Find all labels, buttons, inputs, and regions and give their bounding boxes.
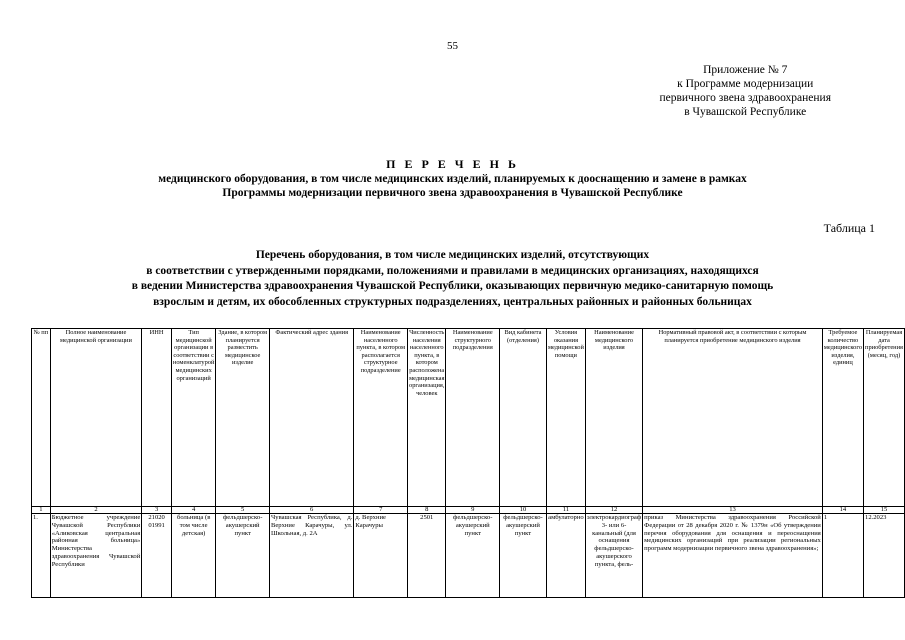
table-header-row <box>32 329 905 507</box>
cell-subdivision: фельдшерско-акушерский пункт <box>446 514 500 598</box>
column-number: 5 <box>216 507 270 514</box>
header-cell: Планируемая дата приобретения (месяц, год) <box>864 329 905 507</box>
column-number: 1 <box>32 507 51 514</box>
column-number: 7 <box>354 507 408 514</box>
page-number: 55 <box>447 40 458 52</box>
cell-legal-act: приказ Министерства здравоохранения Российской Федерации от 28 декабря 2020 г. № 1379н «Об утверждении перечня оборудования для оснащения и переоснащения медицинских организаций при реализации региональных программ модернизации первичного звена здравоохранения»; <box>643 514 823 598</box>
subtitle-line-2: Программы модернизации первичного звена здравоохранения в Чувашской Республике <box>222 187 683 199</box>
header-cell: Здание, в котором планируется разместить медицинское изделие <box>216 329 270 507</box>
header-cell: Наименование медицинского изделия <box>585 329 642 507</box>
header-cell: Условия оказания медицинской помощи <box>546 329 585 507</box>
cell-address: Чувашская Республика, д. Верхние Карачуры, ул. Школьная, д. 2А <box>269 514 353 598</box>
header-cell: Наименование структурного подразделения <box>446 329 500 507</box>
table-caption <box>0 248 905 310</box>
document-title: П Е Р Е Ч Е Н Ь <box>386 157 519 171</box>
appendix-line-2: к Программе модернизации <box>677 78 814 90</box>
cell-row-number: 1. <box>32 514 51 598</box>
header-cell: ИНН <box>142 329 172 507</box>
header-cell: Нормативный правовой акт, в соответствии с которым планируется приобретение медицинского изделия <box>643 329 823 507</box>
caption-line-3: в ведении Министерства здравоохранения Чувашской Республики, оказывающих первичную медико-санитарную помощь <box>131 280 774 292</box>
cell-cabinet-type: фельдшерско-акушерский пункт <box>500 514 547 598</box>
cell-population: 2501 <box>408 514 446 598</box>
column-number: 15 <box>864 507 905 514</box>
appendix-line-4: в Чувашской Республике <box>684 106 807 118</box>
cell-care-conditions: амбулаторно <box>546 514 585 598</box>
header-cell: Вид кабинета (отделения) <box>500 329 547 507</box>
header-cell: Фактический адрес здания <box>269 329 353 507</box>
column-number: 13 <box>643 507 823 514</box>
header-cell: Требуемое количество медицинского изделия, единиц <box>822 329 863 507</box>
column-number-row <box>32 507 905 514</box>
appendix-block <box>659 63 831 119</box>
appendix-line-1: Приложение № 7 <box>703 64 788 76</box>
subtitle-line-1: медицинского оборудования, в том числе медицинских изделий, планируемых к дооснащению и замене в рамках <box>158 173 747 185</box>
column-number: 14 <box>822 507 863 514</box>
cell-quantity: 1 <box>822 514 863 598</box>
column-number: 10 <box>500 507 547 514</box>
caption-line-2: в соответствии с утвержденными порядками, положениями и правилами в медицинских организациях, находящихся <box>146 264 759 277</box>
column-number: 6 <box>269 507 353 514</box>
header-cell: Тип медицинской организации в соответствии с номенклатурой медицинских организаций <box>171 329 215 507</box>
cell-building: фельдшерско-акушерский пункт <box>216 514 270 598</box>
table-label: Таблица 1 <box>823 221 875 235</box>
cell-organization-type: больница (в том числе детская) <box>171 514 215 598</box>
header-cell: № пп <box>32 329 51 507</box>
equipment-table <box>31 328 905 598</box>
column-number: 2 <box>50 507 142 514</box>
cell-organization-name: Бюджетное учреждение Чувашской Республики «Аликовская центральная районная больница» Министерства здравоохранения Чувашской Республики <box>50 514 142 598</box>
caption-line-1: Перечень оборудования, в том числе медицинских изделий, отсутствующих <box>255 249 650 261</box>
document-subtitle <box>0 172 905 200</box>
header-cell: Численность населения населенного пункта, в котором расположена медицинская организация, человек <box>408 329 446 507</box>
cell-purchase-date: 12.2023 <box>864 514 905 598</box>
column-number: 11 <box>546 507 585 514</box>
cell-settlement: д. Верхние Карачуры <box>354 514 408 598</box>
column-number: 3 <box>142 507 172 514</box>
cell-device-name: электрокардиограф 3- или 6-канальный (для оснащения фельдшерско-акушерского пункта, фель- <box>585 514 642 598</box>
column-number: 12 <box>585 507 642 514</box>
table-row <box>32 514 905 598</box>
appendix-line-3: первичного звена здравоохранения <box>659 92 831 104</box>
header-cell: Наименование населенного пункта, в котором располагается структурное подразделение <box>354 329 408 507</box>
cell-inn: 21020 01991 <box>142 514 172 598</box>
column-number: 4 <box>171 507 215 514</box>
column-number: 8 <box>408 507 446 514</box>
caption-line-4: взрослым и детям, их обособленных структурных подразделениях, центральных районных и районных больницах <box>153 295 752 308</box>
header-cell: Полное наименование медицинской организации <box>50 329 142 507</box>
column-number: 9 <box>446 507 500 514</box>
